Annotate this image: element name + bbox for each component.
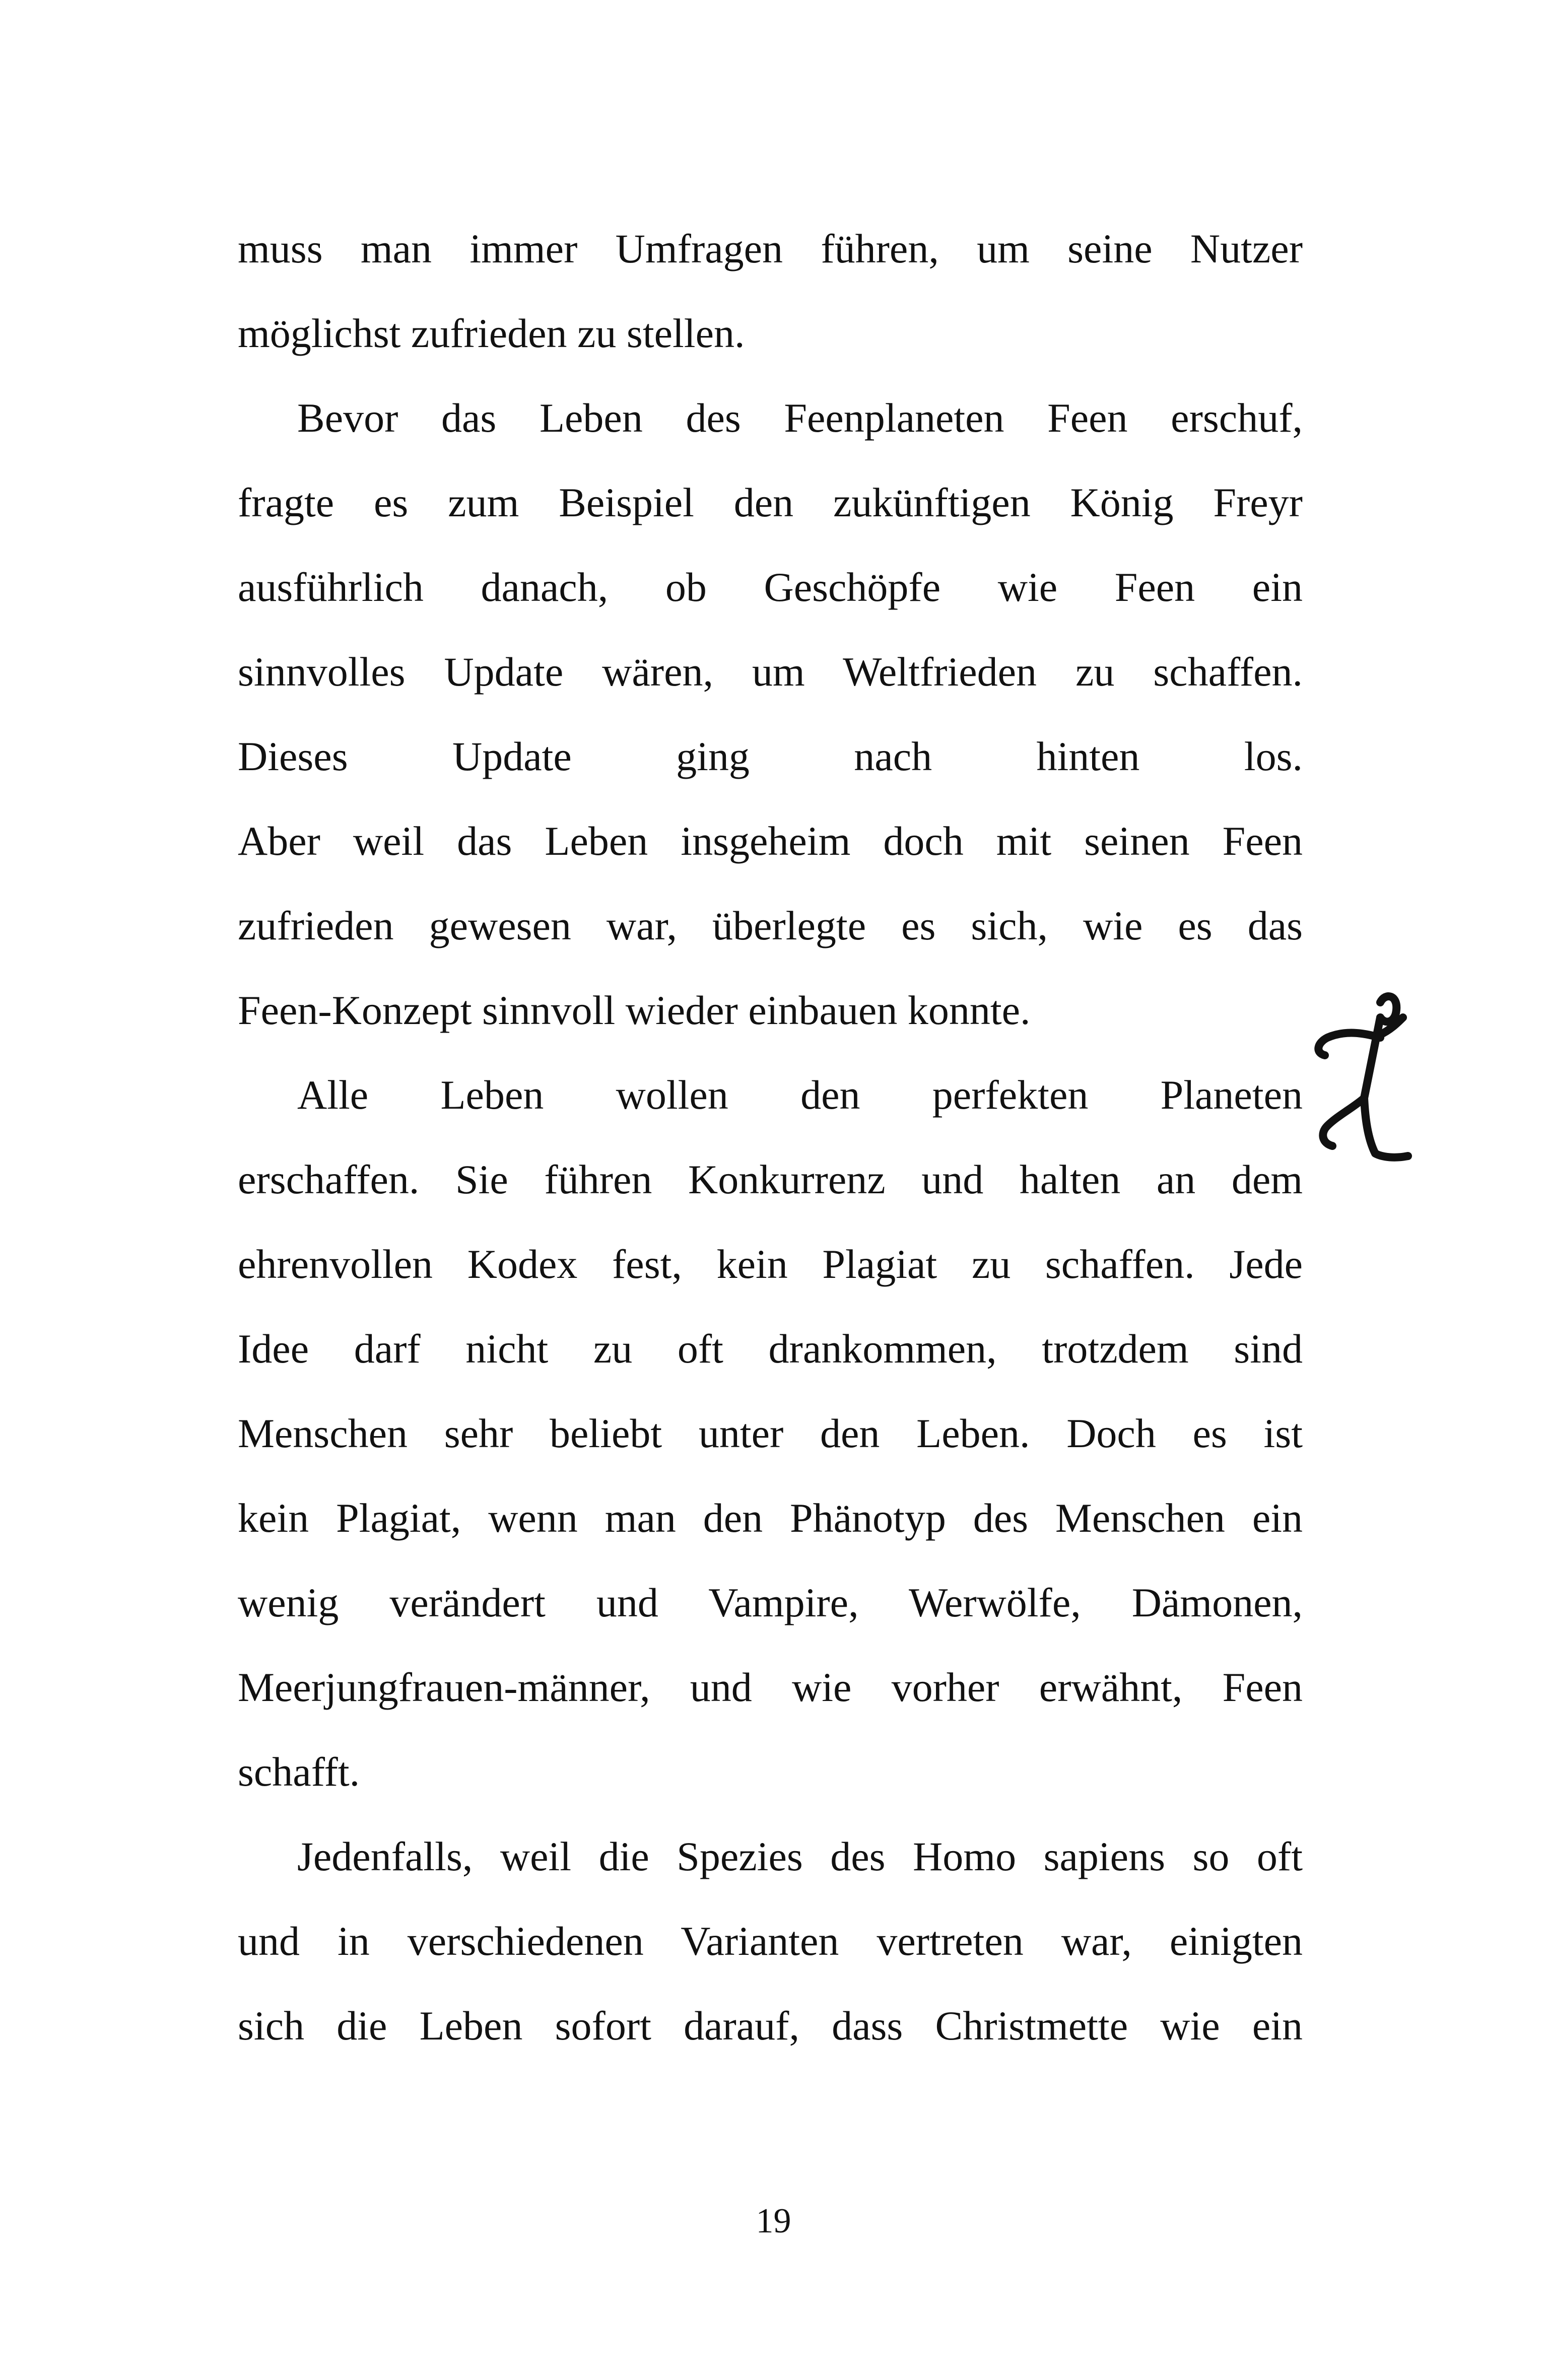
text-line: schafft. bbox=[238, 1749, 360, 1795]
text-line: muss man immer Umfragen führen, um seine Nutzer bbox=[238, 226, 1303, 271]
text-line: möglichst zufrieden zu stellen. bbox=[238, 310, 745, 356]
text-line: Jedenfalls, weil die Spezies des Homo sapiens so oft bbox=[297, 1833, 1303, 1879]
text-line: ausführlich danach, ob Geschöpfe wie Feen ein bbox=[238, 564, 1303, 610]
text-line: Dieses Update ging nach hinten los. bbox=[238, 733, 1303, 779]
text-line: Bevor das Leben des Feenplaneten Feen erschuf, bbox=[297, 395, 1303, 441]
text-line: kein Plagiat, wenn man den Phänotyp des Menschen ein bbox=[238, 1495, 1303, 1541]
text-line: fragte es zum Beispiel den zukünftigen König Freyr bbox=[238, 480, 1303, 525]
text-line: Menschen sehr beliebt unter den Leben. Doch es ist bbox=[238, 1410, 1303, 1456]
text-line: Meerjungfrauen-männer, und wie vorher erwähnt, Feen bbox=[238, 1664, 1303, 1710]
text-line: Feen-Konzept sinnvoll wieder einbauen konnte. bbox=[238, 987, 1031, 1033]
text-line: wenig verändert und Vampire, Werwölfe, Dämonen, bbox=[238, 1580, 1303, 1625]
text-line: Aber weil das Leben insgeheim doch mit seinen Feen bbox=[238, 818, 1303, 864]
text-line: Alle Leben wollen den perfekten Planeten bbox=[297, 1072, 1303, 1118]
text-line: Idee darf nicht zu oft drankommen, trotzdem sind bbox=[238, 1326, 1303, 1372]
text-line: erschaffen. Sie führen Konkurrenz und halten an dem bbox=[238, 1157, 1303, 1202]
text-line: zufrieden gewesen war, überlegte es sich, wie es das bbox=[238, 903, 1303, 948]
text-line: sinnvolles Update wären, um Weltfrieden zu schaffen. bbox=[238, 649, 1303, 695]
text-line: ehrenvollen Kodex fest, kein Plagiat zu schaffen. Jede bbox=[238, 1241, 1303, 1287]
text-line: sich die Leben sofort darauf, dass Christmette wie ein bbox=[238, 2003, 1303, 2049]
text-line: und in verschiedenen Varianten vertreten war, einigten bbox=[238, 1918, 1303, 1964]
body-text bbox=[238, 207, 1303, 2068]
page-number: 19 bbox=[756, 2202, 791, 2240]
stick-figure-drawing-icon bbox=[1305, 982, 1421, 1174]
